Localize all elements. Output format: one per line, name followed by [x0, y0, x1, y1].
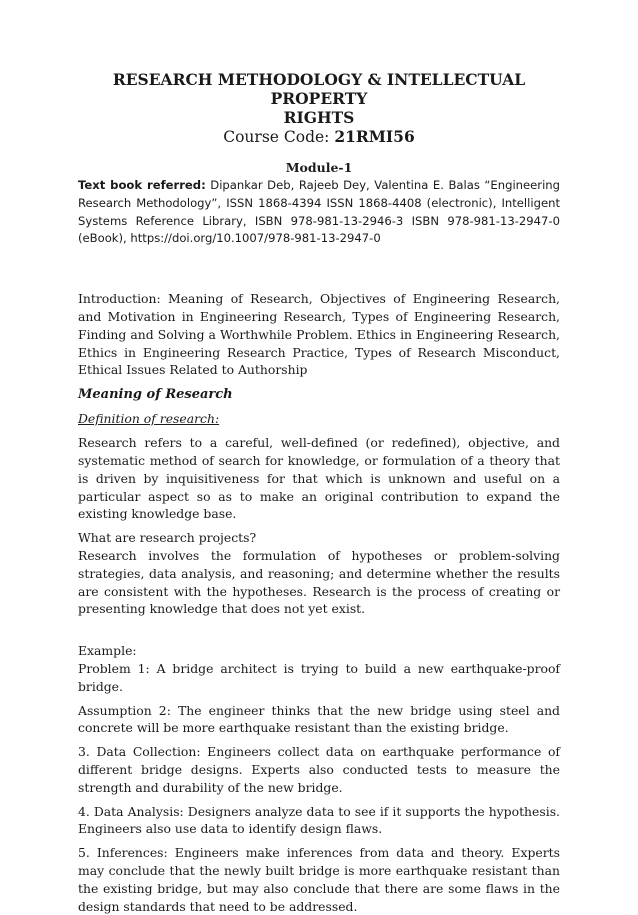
data-collection-paragraph: 3. Data Collection: Engineers collect data on earthquake performance of different bridge designs. Experts also conducted tests to measure the strength and durability of the new bridge. — [78, 744, 560, 795]
textbook-label: Text book referred: — [78, 178, 206, 192]
document-page — [78, 70, 560, 915]
example-label: Example: — [78, 643, 137, 659]
inferences-paragraph: 5. Inferences: Engineers make inferences from data and theory. Experts may conclude that the newly built bridge is more earthquake resistant than the existing bridge, but may also conclude that there are some flaws in the design standards that need to be addressed. — [78, 845, 560, 914]
answer-paragraph: Research involves the formulation of hypotheses or problem-solving strategies, data analysis, and reasoning; and determine whether the results are consistent with the hypotheses. Research is the process of creating or presenting knowledge that does not yet exist. — [78, 547, 560, 617]
definition-subheading: Definition of research: — [78, 411, 220, 427]
problem-paragraph: Problem 1: A bridge architect is trying to build a new earthquake-proof bridge. — [78, 660, 560, 694]
definition-paragraph: Research refers to a careful, well-defined (or redefined), objective, and systematic method of search for knowledge, or formulation of a theory that is driven by inquisitiveness for that which is unknown and useful on a particular aspect so as to make an original contribution to expand the existing knowledge base. — [78, 435, 560, 522]
assumption-paragraph: Assumption 2: The engineer thinks that the new bridge using steel and concrete will be more earthquake resistant than the existing bridge. — [78, 702, 560, 736]
course-code-value: 21RMI56 — [334, 127, 415, 146]
course-code — [78, 127, 560, 147]
textbook-text: Dipankar Deb, Rajeeb Dey, Valentina E. Balas “Engineering Research Methodology”, ISSN 1868-4394 ISSN 1868-4408 (electronic), Intelligent Systems Reference Library, ISBN 978-981-13-2946-3 ISBN 978-981-13-2947-0 (eBook), https://doi.org/10.1007/978-981-13-2947-0 — [78, 178, 560, 246]
course-code-label: Course Code: — [223, 128, 330, 146]
module-heading: Module-1 — [285, 160, 353, 175]
document-title-line1: RESEARCH METHODOLOGY & INTELLECTUAL PROPERTY — [112, 70, 526, 108]
question-line: What are research projects? — [78, 530, 257, 546]
introduction-paragraph: Introduction: Meaning of Research, Objectives of Engineering Research, and Motivation in Engineering Research, Types of Engineering Research, Finding and Solving a Worthwhile Problem. Ethics in Engineering Research, Ethics in Engineering Research Practice, Types of Research Misconduct, Ethical Issues Related to Authorship — [78, 291, 560, 378]
data-analysis-paragraph: 4. Data Analysis: Designers analyze data to see if it supports the hypothesis. Engineers also use data to identify design flaws. — [78, 803, 560, 837]
textbook-reference — [78, 177, 560, 248]
document-title-line2: RIGHTS — [283, 108, 355, 127]
section-heading: Meaning of Research — [78, 387, 233, 403]
